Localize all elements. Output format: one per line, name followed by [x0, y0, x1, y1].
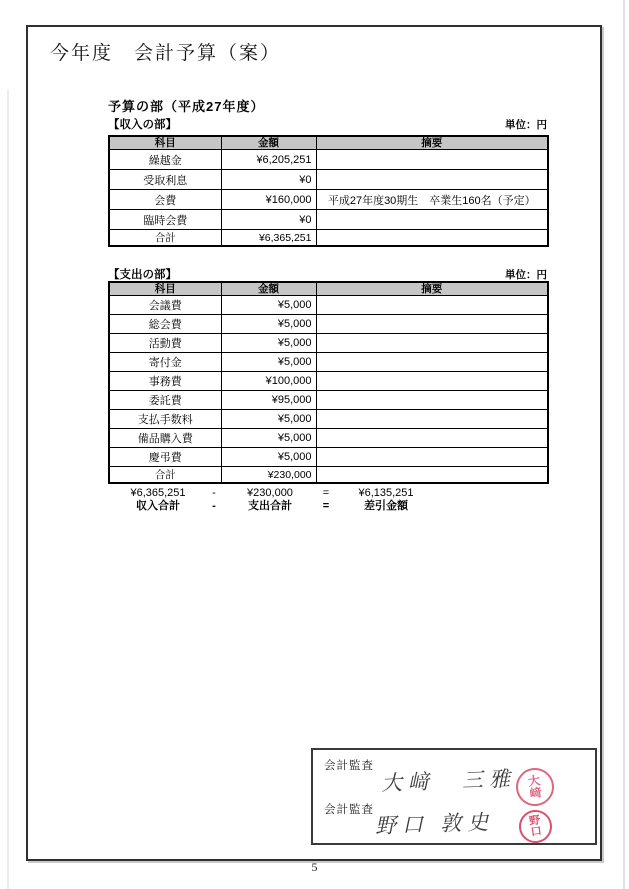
income-total-value: ¥6,365,251 [130, 487, 186, 499]
income-item: 繰越金 [109, 150, 221, 170]
seal-1-kanji-top: 大 [527, 773, 542, 789]
table-row [109, 170, 548, 190]
balance-value: ¥6,135,251 [358, 487, 414, 499]
income-item: 会費 [109, 190, 221, 210]
expense-item: 総会費 [109, 315, 221, 334]
income-section-label: 【収入の部】 [108, 119, 177, 131]
balance-summary [112, 487, 436, 513]
expense-item: 事務費 [109, 372, 221, 391]
expense-total-caption: 支出合計 [248, 500, 292, 512]
expense-total-value: ¥230,000 [247, 487, 293, 499]
expense-amount: ¥5,000 [221, 448, 316, 467]
table-row [109, 391, 548, 410]
expense-item: 会議費 [109, 296, 221, 315]
table-row [109, 315, 548, 334]
expense-section-header [108, 266, 547, 282]
table-row [109, 334, 548, 353]
table-row [109, 296, 548, 315]
income-item: 受取利息 [109, 170, 221, 190]
income-note [316, 210, 548, 230]
income-header-item: 科目 [109, 136, 221, 150]
expense-note [316, 353, 548, 372]
expense-note [316, 429, 548, 448]
seal-2-kanji-top: 野 [528, 813, 541, 828]
income-amount: ¥160,000 [221, 190, 316, 210]
balance-summary-amounts [112, 487, 436, 500]
income-total-caption: 収入合計 [136, 500, 180, 512]
expense-total-label: 合計 [109, 467, 221, 484]
seal-2-kanji-bottom: 口 [529, 824, 543, 839]
expense-header-amount: 金額 [221, 282, 316, 296]
expense-header-row [109, 282, 548, 296]
expense-table [108, 281, 549, 484]
minus-operator: - [212, 487, 216, 499]
expense-total-amount: ¥230,000 [221, 467, 316, 484]
income-note: 平成27年度30期生 卒業生160名（予定） [316, 190, 548, 210]
expense-header-note: 摘要 [316, 282, 548, 296]
scan-edge-artifact-right [623, 0, 625, 889]
expense-note [316, 448, 548, 467]
audit-label-2: 会計監査 [324, 804, 374, 816]
income-header-row [109, 136, 548, 150]
expense-section-label: 【支出の部】 [108, 269, 177, 281]
expense-item: 支払手数料 [109, 410, 221, 429]
expense-amount: ¥100,000 [221, 372, 316, 391]
expense-unit-label: 単位：円 [505, 269, 547, 281]
table-row [109, 150, 548, 170]
expense-total-row [109, 467, 548, 484]
income-header-note: 摘要 [316, 136, 548, 150]
expense-note [316, 410, 548, 429]
expense-amount: ¥95,000 [221, 391, 316, 410]
balance-caption: 差引金額 [364, 500, 408, 512]
audit-signature-box [311, 748, 597, 845]
table-row [109, 210, 548, 230]
income-total-note [316, 230, 548, 247]
income-section-header [108, 116, 547, 132]
page-number: 5 [311, 860, 318, 874]
expense-amount: ¥5,000 [221, 296, 316, 315]
expense-item: 寄付金 [109, 353, 221, 372]
expense-amount: ¥5,000 [221, 429, 316, 448]
income-total-row [109, 230, 548, 247]
income-total-amount: ¥6,365,251 [221, 230, 316, 247]
expense-amount: ¥5,000 [221, 410, 316, 429]
expense-note [316, 315, 548, 334]
auditor-signature-2: 野口 敦史 [374, 809, 495, 839]
income-note [316, 170, 548, 190]
auditor-seal-1 [514, 766, 557, 809]
table-row [109, 410, 548, 429]
table-row [109, 429, 548, 448]
expense-total-note [316, 467, 548, 484]
income-amount: ¥0 [221, 170, 316, 190]
expense-note [316, 372, 548, 391]
scan-edge-artifact-left [7, 90, 9, 889]
auditor-signature-1: 大﨑 三雅 [380, 766, 517, 796]
budget-section-title: 予算の部（平成27年度） [108, 99, 265, 114]
income-amount: ¥6,205,251 [221, 150, 316, 170]
seal-1-kanji-bottom: 﨑 [528, 785, 543, 801]
income-header-amount: 金額 [221, 136, 316, 150]
income-table [108, 135, 549, 247]
document-title: 今年度 会計予算（案） [50, 43, 282, 64]
expense-amount: ¥5,000 [221, 353, 316, 372]
expense-amount: ¥5,000 [221, 334, 316, 353]
equals-operator: = [322, 487, 330, 499]
expense-note [316, 391, 548, 410]
expense-note [316, 334, 548, 353]
audit-label-1: 会計監査 [324, 760, 374, 772]
expense-header-item: 科目 [109, 282, 221, 296]
income-unit-label: 単位：円 [505, 119, 547, 131]
minus-operator: - [212, 500, 216, 512]
table-row [109, 190, 548, 210]
table-row [109, 353, 548, 372]
income-total-label: 合計 [109, 230, 221, 247]
expense-item: 委託費 [109, 391, 221, 410]
table-row [109, 448, 548, 467]
expense-item: 慶弔費 [109, 448, 221, 467]
expense-item: 活動費 [109, 334, 221, 353]
expense-item: 備品購入費 [109, 429, 221, 448]
table-row [109, 372, 548, 391]
income-item: 臨時会費 [109, 210, 221, 230]
balance-summary-labels [112, 500, 436, 513]
income-note [316, 150, 548, 170]
income-amount: ¥0 [221, 210, 316, 230]
equals-operator: = [322, 500, 330, 512]
auditor-seal-2 [517, 808, 554, 845]
expense-note [316, 296, 548, 315]
expense-amount: ¥5,000 [221, 315, 316, 334]
